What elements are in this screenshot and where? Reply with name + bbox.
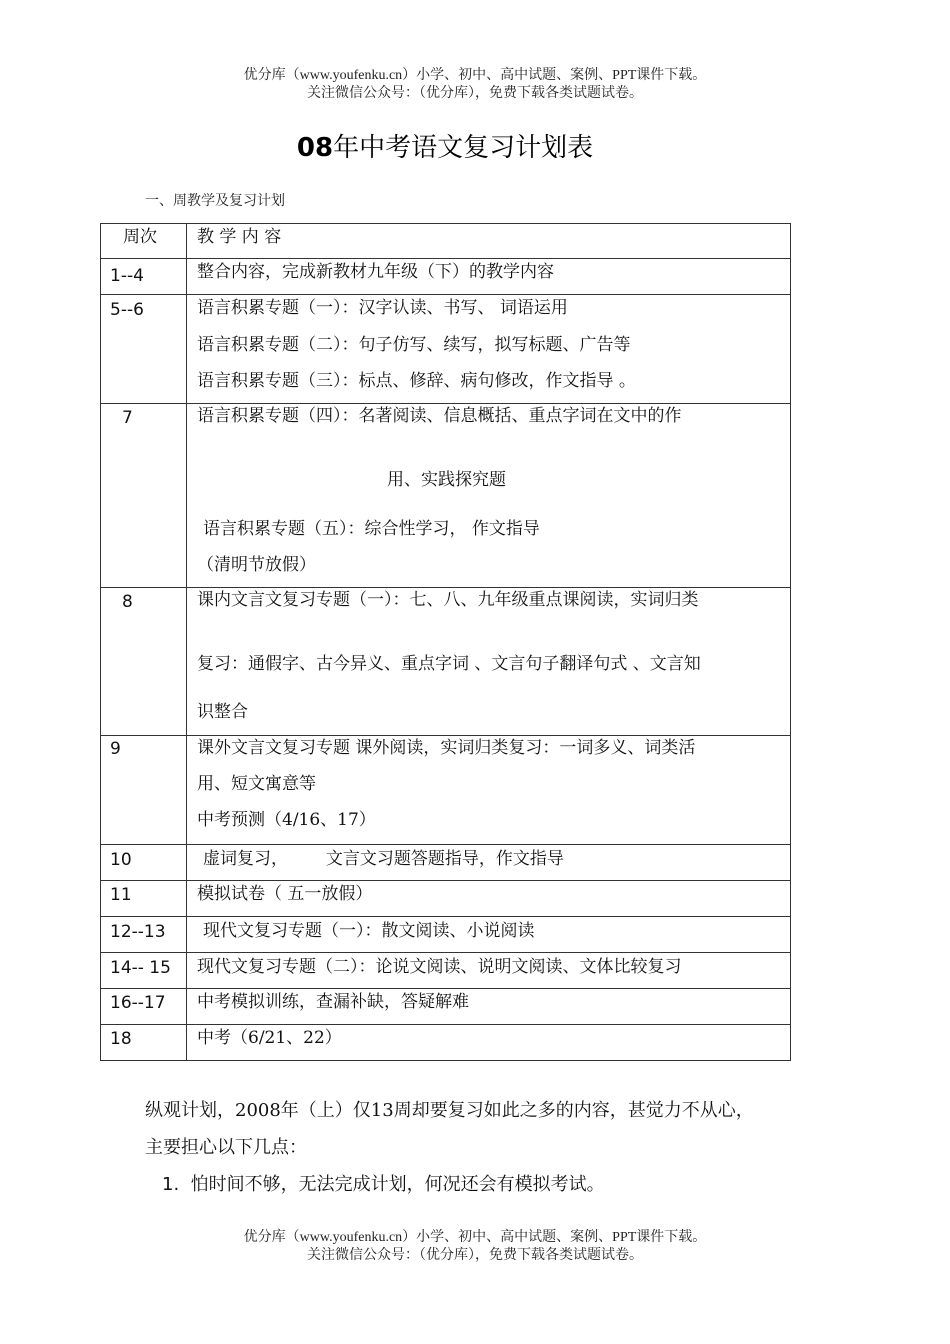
plan-table xyxy=(100,223,791,1061)
title-year: 08 xyxy=(296,133,334,163)
content-line: 虚词复习， 文言文习题答题指导，作文指导 xyxy=(203,849,564,869)
summary-line-2: 主要担心以下几点： xyxy=(145,1137,307,1158)
content-line: 课外文言文复习专题 课外阅读，实词归类复习：一词多义、词类活 xyxy=(197,738,696,758)
week-cell: 8 xyxy=(101,588,187,736)
table-row xyxy=(101,588,791,736)
header-content: 教 学 内 容 xyxy=(187,224,791,259)
header-line-1: 优分库（www.youfenku.cn）小学、初中、高中试题、案例、PPT课件下载。 xyxy=(243,68,707,83)
content-cell xyxy=(187,953,791,989)
page-title xyxy=(0,130,890,166)
table-row xyxy=(101,917,791,953)
week-cell: 11 xyxy=(101,881,187,917)
table-row xyxy=(101,404,791,588)
title-text: 年中考语文复习计划表 xyxy=(333,133,594,163)
week-cell: 18 xyxy=(101,1025,187,1061)
table-row xyxy=(101,295,791,404)
summary-line-1: 纵观计划，2008年（上）仅13周却要复习如此之多的内容，甚觉力不从心， xyxy=(145,1100,754,1121)
table-header-row xyxy=(101,224,791,259)
table-row xyxy=(101,953,791,989)
week-cell: 9 xyxy=(101,736,187,845)
content-line: 课内文言文复习专题（一）：七、八、九年级重点课阅读，实词归类 xyxy=(197,590,699,610)
content-line: 用、短文寓意等 xyxy=(197,774,316,794)
content-line: 中考（6/21、22） xyxy=(197,1028,342,1048)
table-row xyxy=(101,845,791,881)
table-row xyxy=(101,989,791,1025)
page-footer xyxy=(0,1229,950,1265)
content-cell xyxy=(187,404,791,588)
content-line: （清明节放假） xyxy=(197,555,316,575)
content-cell xyxy=(187,736,791,845)
list-marker: 1. xyxy=(162,1174,180,1195)
table-row xyxy=(101,259,791,295)
week-cell: 16--17 xyxy=(101,989,187,1025)
content-line: 中考模拟训练，查漏补缺，答疑解难 xyxy=(197,992,469,1012)
content-cell xyxy=(187,295,791,404)
table-row xyxy=(101,881,791,917)
section-heading: 一、周教学及复习计划 xyxy=(145,193,285,209)
content-line: 中考预测（4/16、17） xyxy=(197,810,376,830)
footer-line-2: 关注微信公众号：（优分库），免费下载各类试题试卷。 xyxy=(307,1248,643,1263)
page-header xyxy=(0,67,950,103)
table-row xyxy=(101,736,791,845)
content-cell xyxy=(187,259,791,295)
content-cell xyxy=(187,881,791,917)
week-cell: 5--6 xyxy=(101,295,187,404)
header-line-2: 关注微信公众号：（优分库），免费下载各类试题试卷。 xyxy=(307,86,643,101)
week-cell: 7 xyxy=(101,404,187,588)
week-cell: 12--13 xyxy=(101,917,187,953)
content-line: 用、实践探究题 xyxy=(387,470,506,490)
content-cell xyxy=(187,917,791,953)
content-line: 语言积累专题（二）：句子仿写、续写，拟写标题、广告等 xyxy=(197,335,631,355)
content-cell xyxy=(187,588,791,736)
footer-line-1: 优分库（www.youfenku.cn）小学、初中、高中试题、案例、PPT课件下载。 xyxy=(243,1230,707,1245)
content-line: 整合内容，完成新教材九年级（下）的教学内容 xyxy=(197,262,554,282)
content-line: 语言积累专题（四）：名著阅读、信息概括、重点字词在文中的作 xyxy=(197,406,682,426)
content-line: 模拟试卷（ 五一放假） xyxy=(197,884,373,904)
content-line: 现代文复习专题（一）：散文阅读、小说阅读 xyxy=(203,921,535,941)
content-line: 语言积累专题（三）：标点、修辞、病句修改，作文指导 。 xyxy=(197,371,636,391)
content-cell xyxy=(187,989,791,1025)
header-week: 周次 xyxy=(101,224,187,259)
summary-list-item xyxy=(162,1172,605,1198)
content-line: 语言积累专题（一）：汉字认读、书写、 词语运用 xyxy=(197,298,568,318)
list-item-text: 怕时间不够，无法完成计划，何况还会有模拟考试。 xyxy=(190,1174,605,1195)
week-cell: 1--4 xyxy=(101,259,187,295)
content-cell xyxy=(187,1025,791,1061)
content-line: 现代文复习专题（二）：论说文阅读、说明文阅读、文体比较复习 xyxy=(197,957,682,977)
content-line: 语言积累专题（五）：综合性学习， 作文指导 xyxy=(203,519,540,539)
week-cell: 10 xyxy=(101,845,187,881)
content-line: 复习：通假字、古今异义、重点字词 、文言句子翻译句式 、文言知 xyxy=(197,654,701,674)
week-cell: 14-- 15 xyxy=(101,953,187,989)
content-line: 识整合 xyxy=(197,702,248,722)
content-cell xyxy=(187,845,791,881)
table-row xyxy=(101,1025,791,1061)
